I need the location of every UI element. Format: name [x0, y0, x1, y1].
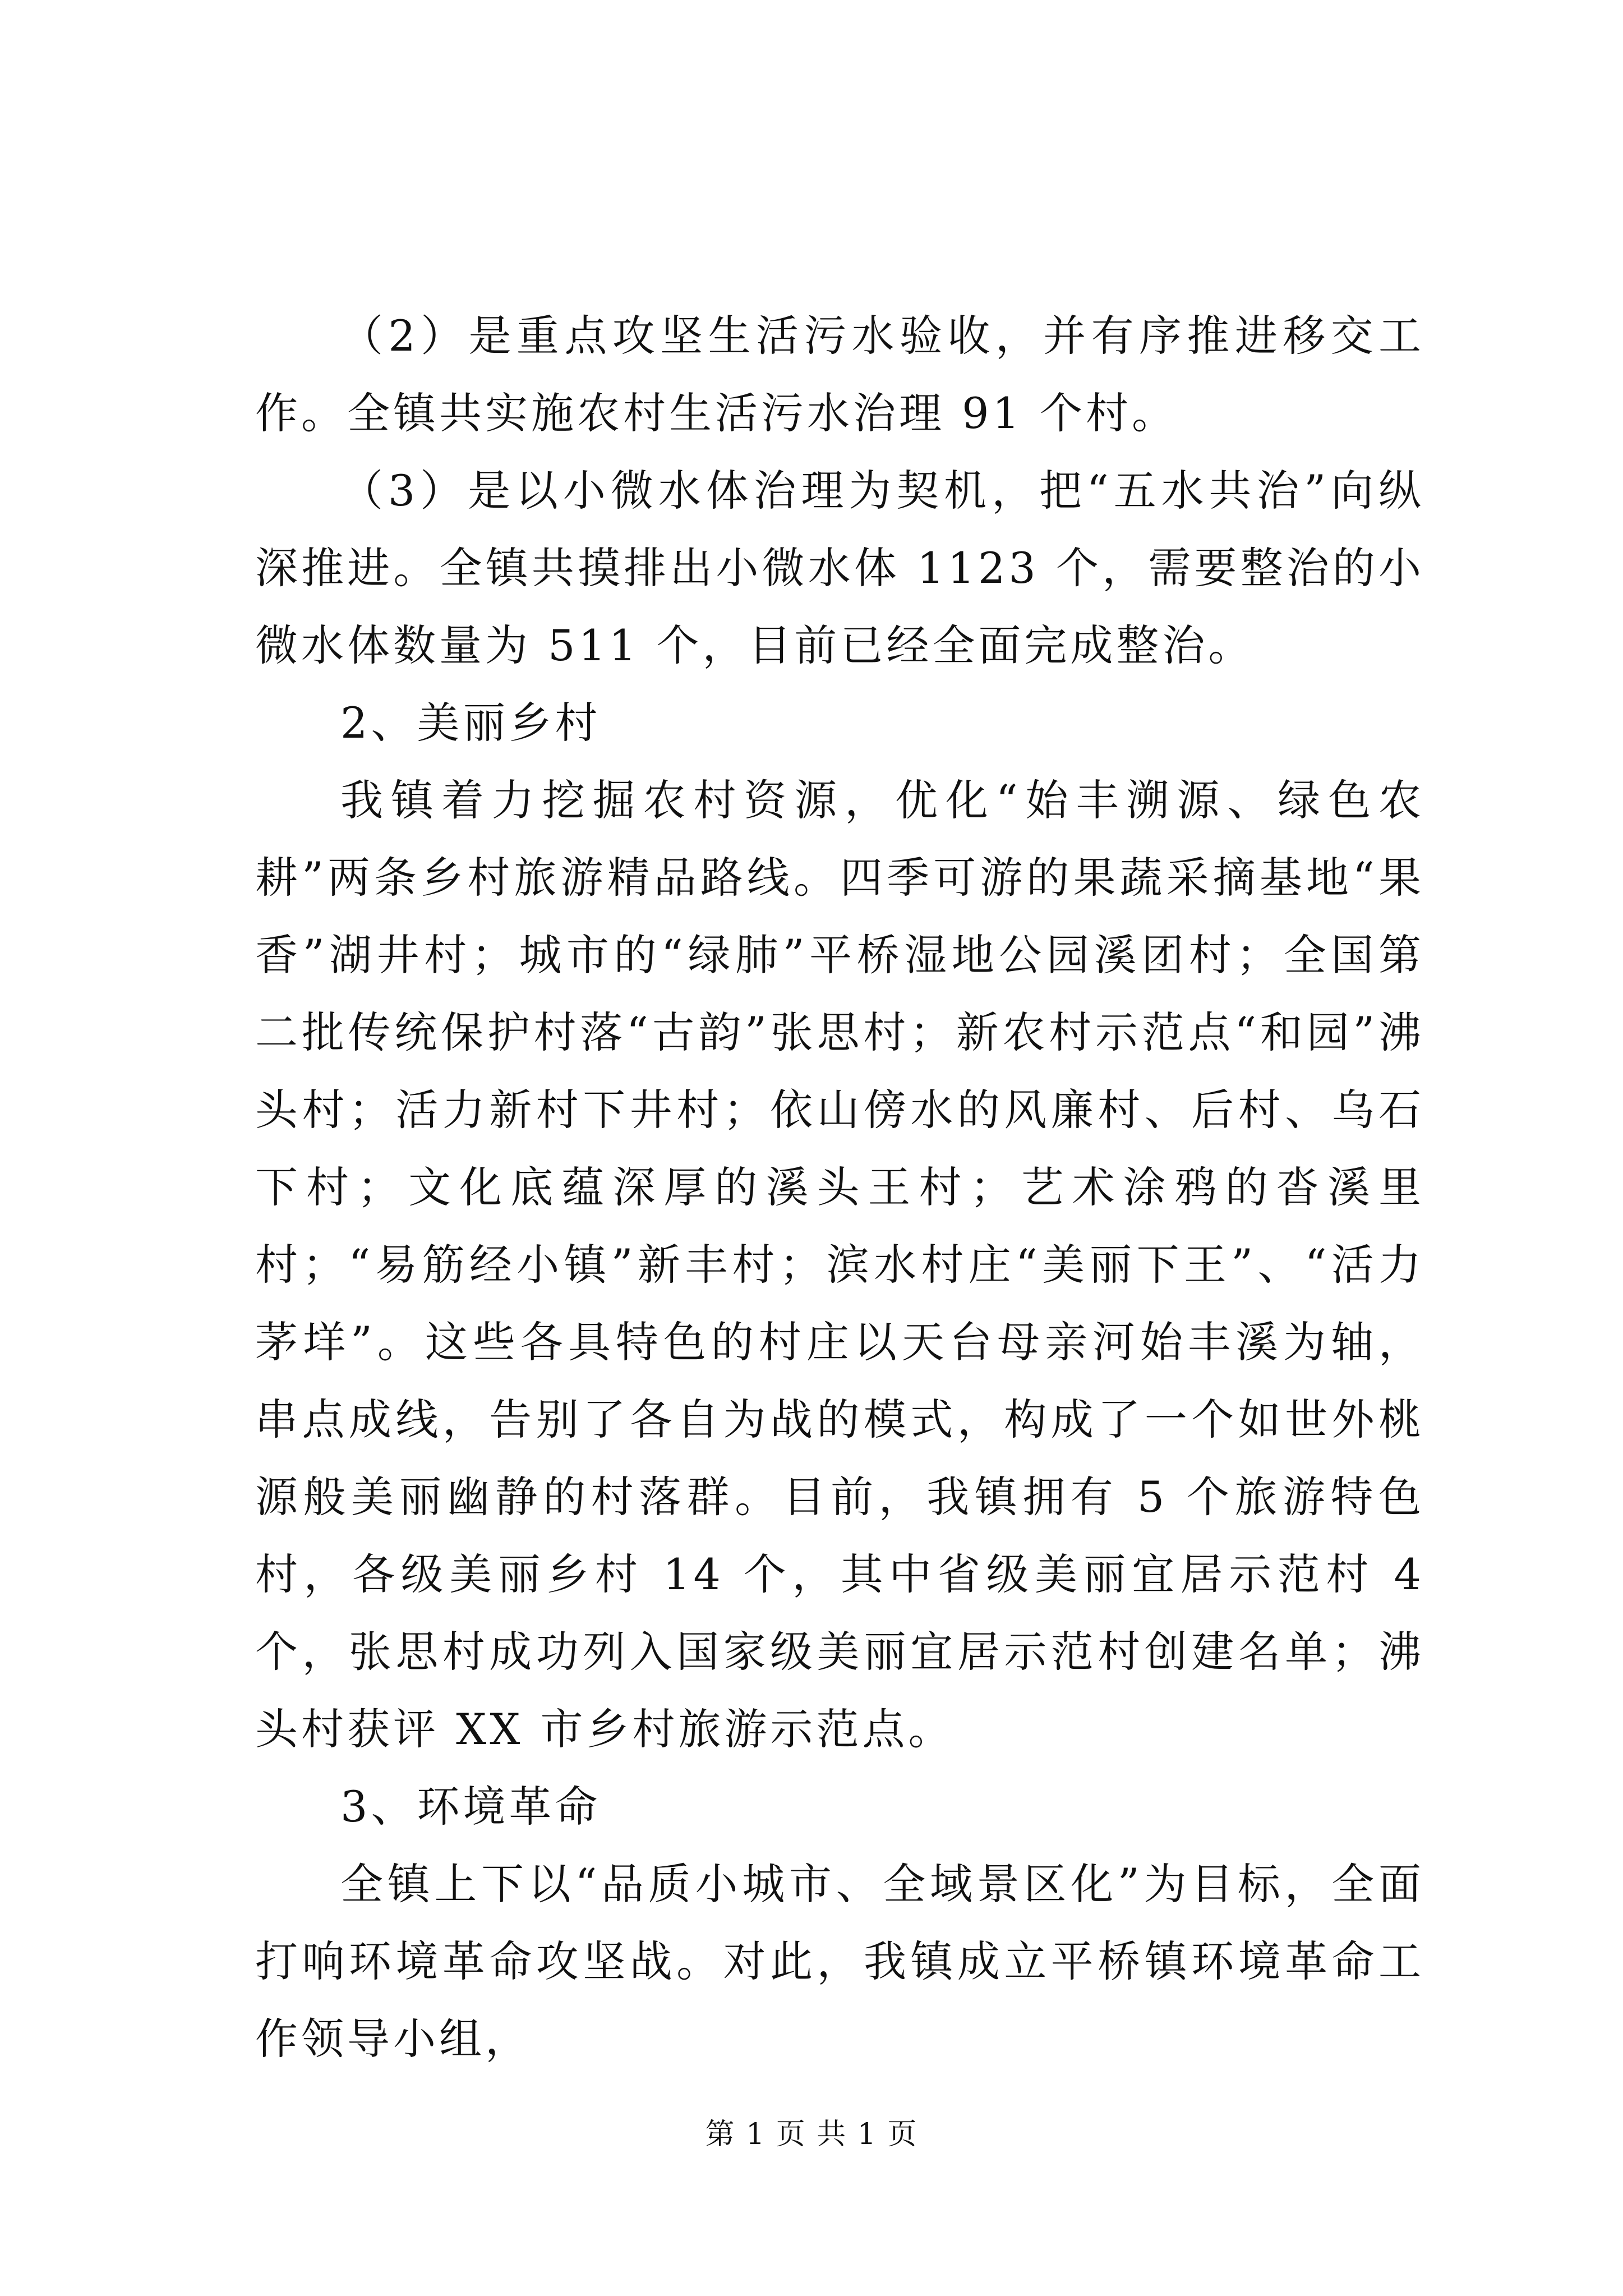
paragraph-sewage-acceptance: （2）是重点攻坚生活污水验收，并有序推进移交工作。全镇共实施农村生活污水治理 91 个村。	[255, 311, 1424, 438]
paragraph-beautiful-villages: 我镇着力挖掘农村资源，优化“始丰溯源、绿色农耕”两条乡村旅游精品路线。四季可游的果蔬采摘基地“果香”湖井村；城市的“绿肺”平桥湿地公园溪团村；全国第二批传统保护村落“古韵”张思村；新农村示范点“和园”沸头村；活力新村下井村；依山傍水的风廉村、后村、乌石下村；文化底蕴深厚的溪头王村；艺术涂鸦的沓溪里村；“易筋经小镇”新丰村；滨水村庄“美丽下王”、“活力茅垟”。这些各具特色的村庄以天台母亲河始丰溪为轴，串点成线，告别了各自为战的模式，构成了一个如世外桃源般美丽幽静的村落群。目前，我镇拥有 5 个旅游特色村，各级美丽乡村 14 个，其中省级美丽宜居示范村 4 个，张思村成功列入国家级美丽宜居示范村创建名单；沸头村获评 XX 市乡村旅游示范点。	[255, 775, 1424, 1754]
section-heading-environment-revolution: 3、环境革命	[340, 1782, 601, 1832]
document-body	[255, 297, 1424, 2078]
section-heading-beautiful-villages: 2、美丽乡村	[340, 698, 601, 748]
paragraph-micro-water-bodies: （3）是以小微水体治理为契机，把“五水共治”向纵深推进。全镇共摸排出小微水体 1123 个，需要整治的小微水体数量为 511 个，目前已经全面完成整治。	[255, 466, 1424, 670]
paragraph-environment-revolution: 全镇上下以“品质小城市、全域景区化”为目标，全面打响环境革命攻坚战。对此，我镇成立平桥镇环境革命工作领导小组，	[255, 1859, 1424, 2064]
page-number-footer: 第 1 页 共 1 页	[705, 2118, 918, 2151]
